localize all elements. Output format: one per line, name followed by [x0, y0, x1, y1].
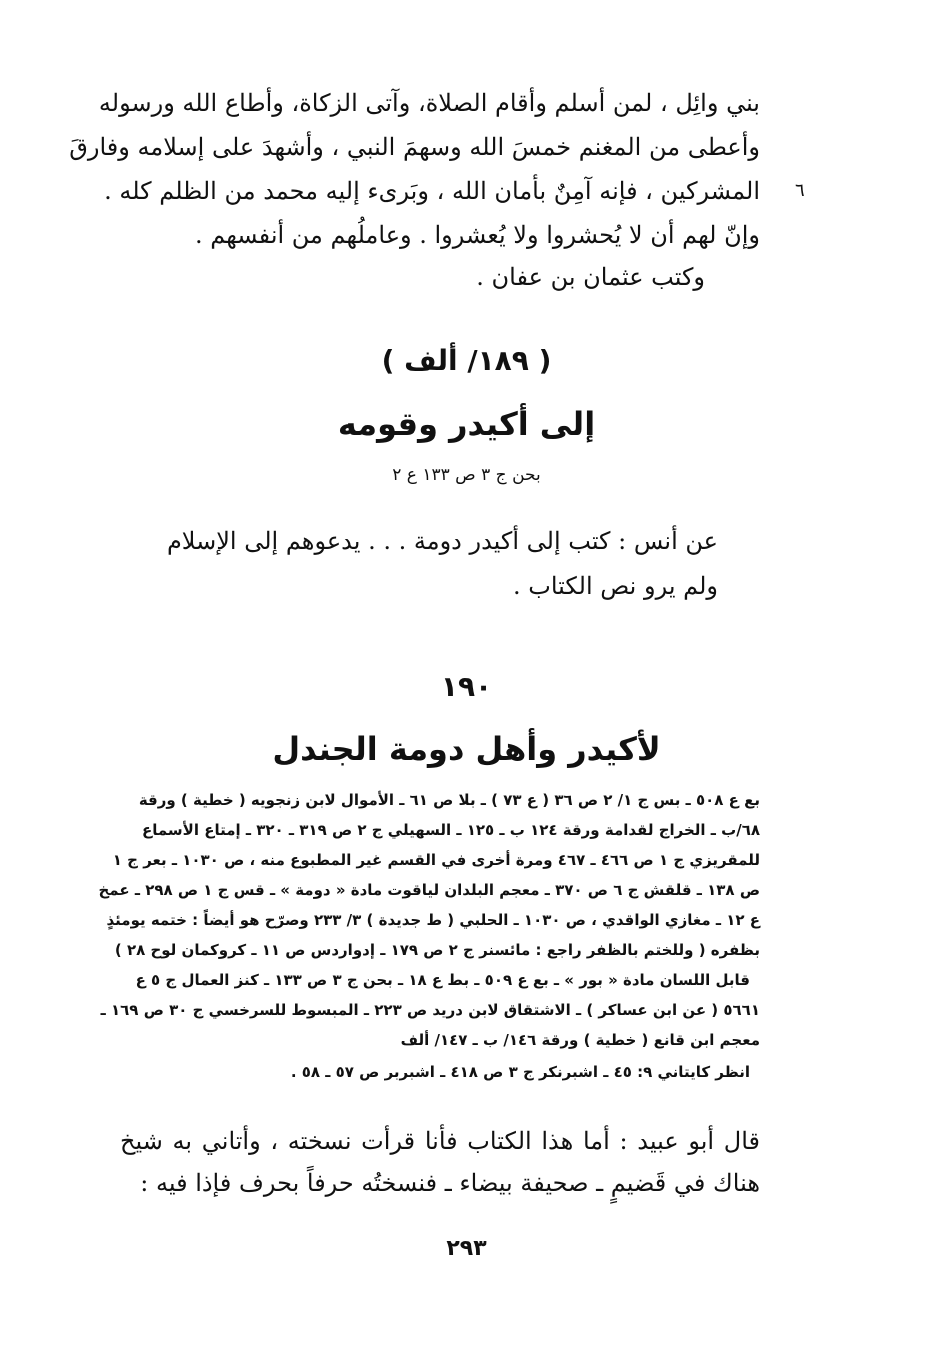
page-number: ٢٩٣	[446, 1236, 487, 1261]
footnote-line: للمقريزي ج ١ ص ٤٦٦ ـ ٤٦٧ ومرة أخرى في القسم غير المطبوع منه ، ص ١٠٣٠ ـ بعر ج ١	[112, 851, 760, 869]
footnote-line: ٦٨/ب ـ الخراج لقدامة ورقة ١٢٤ ب ـ ١٢٥ ـ السهيلي ج ٢ ص ٣١٩ ـ ٣٢٠ ـ إمتاع الأسماع	[141, 821, 760, 839]
paragraph-line: هناك في قَضيمٍ ـ صحيفة بيضاء ـ فنسختُه حرفاً بحرف فإذا فيه :	[140, 1169, 760, 1197]
footnote-line: قابل اللسان مادة « بور » ـ بع ع ٥٠٩ ـ بط ع ١٨ ـ بحن ج ٣ ص ١٣٣ ـ كنز العمال ج ٥ ع	[135, 971, 750, 989]
source-reference: بحن ج ٣ ص ١٣٣ ع ٢	[392, 465, 541, 485]
paragraph-line: وإنّ لهم أن لا يُحشروا ولا يُعشروا . وعاملُهم من أنفسهم .	[194, 221, 760, 249]
paragraph-line: المشركين ، فإنه آمِنٌ بأمان الله ، وبَرىء إليه محمد من الظلم كله .	[104, 177, 760, 205]
footnote-line: انظر كايتاني ٩: ٤٥ ـ اشبرنكر ج ٣ ص ٤١٨ ـ اشبربر ص ٥٧ ـ ٥٨ .	[290, 1063, 750, 1081]
paragraph-line: وأعطى من المغنم خمسَ الله وسهمَ النبي ، وأشهدَ على إسلامه وفارقَ	[69, 133, 760, 161]
paragraph-line: وكتب عثمان بن عفان .	[476, 263, 705, 291]
paragraph-line: قال أبو عبيد : أما هذا الكتاب فأنا قرأت نسخته ، وأتاني به شيخ	[120, 1127, 760, 1155]
letter-title: لأكيدر وأهل دومة الجندل	[272, 730, 661, 768]
paragraph-line: عن أنس : كتب إلى أكيدر دومة . . . يدعوهم إلى الإسلام	[166, 527, 718, 555]
footnote-line: ع ١٢ ـ مغازي الواقدي ، ص ١٠٣٠ ـ الحلبي ( ط جديدة ) ٣/ ٢٣٣ وصرّح هو أيضاً : ختمه يومئذٍ	[106, 911, 760, 929]
footnote-line: ص ١٣٨ ـ قلقش ج ٦ ص ٣٧٠ ـ معجم البلدان لياقوت مادة « دومة » ـ قس ج ١ ص ٢٩٨ ـ عمخ	[98, 881, 760, 899]
line-number-marker: ٦	[795, 180, 805, 201]
paragraph-line: بني وائِل ، لمن أسلم وأقام الصلاة، وآتى الزكاة، وأطاع الله ورسوله	[98, 89, 760, 117]
letter-number-heading: ( ١٨٩/ ألف )	[381, 344, 552, 377]
footnote-line: معجم ابن قانع ( خطية ) ورقة ١٤٦/ ب ـ ١٤٧/ ألف	[400, 1031, 760, 1049]
paragraph-line: ولم يرو نص الكتاب .	[513, 572, 718, 600]
letter-title: إلى أكيدر وقومه	[337, 405, 596, 443]
footnote-line: ٥٦٦١ ( عن ابن عساكر ) ـ الاشتقاق لابن دريد ص ٢٢٣ ـ المبسوط للسرخسي ج ٣٠ ص ١٦٩ ـ	[100, 1001, 760, 1019]
footnote-line: بظفره ( وللختم بالظفر راجع : مائسنر ج ٢ ص ١٧٩ ـ إدواردس ص ١١ ـ كروكمان لوح ٢٨ )	[114, 941, 760, 959]
letter-number-heading: ١٩٠	[440, 670, 493, 703]
footnote-line: بع ع ٥٠٨ ـ بس ج ١/ ٢ ص ٣٦ ( ع ٧٣ ) ـ بلا ص ٦١ ـ الأموال لابن زنجويه ( خطية ) ورقة	[138, 791, 760, 809]
